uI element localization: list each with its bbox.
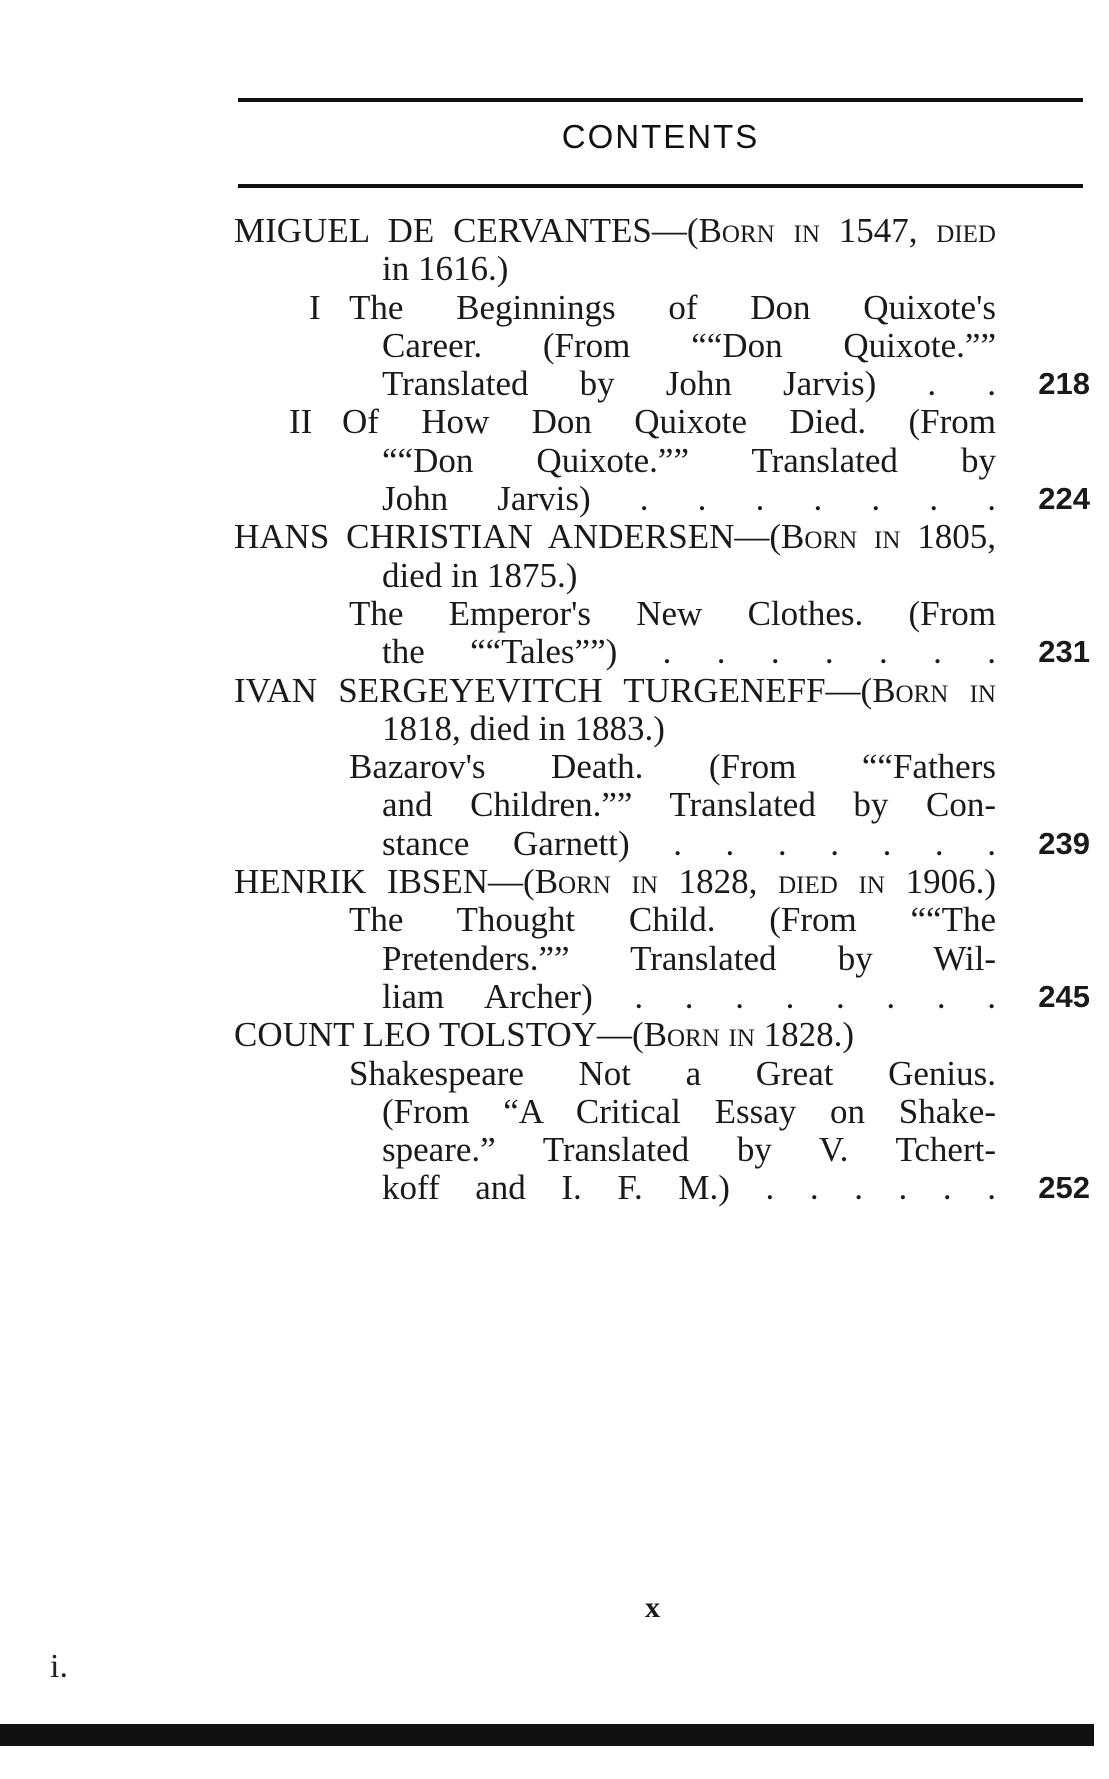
- toc-entry[interactable]: II Of How Don Quixote Died. (From: [289, 402, 996, 442]
- page-number[interactable]: 218: [1038, 366, 1090, 402]
- author-line: 1818, died in 1883.): [382, 708, 665, 748]
- author-line: IVAN SERGEYEVITCH TURGENEFF—(Born in: [234, 670, 996, 710]
- toc-entry[interactable]: Translated by John Jarvis) . . 218: [382, 364, 1090, 404]
- toc-entry[interactable]: The Emperor's New Clothes. (From: [349, 593, 996, 633]
- toc-entry[interactable]: Pretenders.”” Translated by Wil-: [382, 938, 996, 978]
- page-number[interactable]: 252: [1038, 1170, 1090, 1206]
- author-line: HENRIK IBSEN—(Born in 1828, died in 1906.): [234, 862, 996, 902]
- toc-entry[interactable]: John Jarvis) . . . . . . . 224: [382, 479, 1090, 519]
- top-rule: [238, 98, 1083, 102]
- toc-entry[interactable]: The Thought Child. (From ““The: [349, 900, 996, 940]
- heading-rule: [238, 184, 1083, 188]
- toc-entry[interactable]: (From “A Critical Essay on Shake-: [382, 1091, 996, 1131]
- toc-entry[interactable]: Career. (From ““Don Quixote.””: [382, 325, 996, 365]
- toc-entry[interactable]: and Children.”” Translated by Con-: [382, 785, 996, 825]
- page-number[interactable]: 231: [1038, 634, 1090, 670]
- toc-entry[interactable]: the ““Tales””) . . . . . . . 231: [382, 632, 1090, 672]
- author-line: COUNT LEO TOLSTOY—(Born in 1828.): [234, 1015, 855, 1055]
- page-title: CONTENTS: [561, 118, 760, 155]
- author-line: MIGUEL DE CERVANTES—(Born in 1547, died: [234, 211, 996, 250]
- toc-entry[interactable]: koff and I. F. M.) . . . . . . 252: [382, 1168, 1090, 1208]
- toc-entry[interactable]: liam Archer) . . . . . . . . 245: [382, 976, 1090, 1016]
- page-number[interactable]: 245: [1038, 978, 1090, 1014]
- author-line: in 1616.): [382, 249, 509, 289]
- toc-entry[interactable]: I The Beginnings of Don Quixote's: [309, 287, 996, 327]
- folio: x: [645, 1591, 660, 1624]
- page-number[interactable]: 239: [1038, 825, 1090, 861]
- author-line: HANS CHRISTIAN ANDERSEN—(Born in 1805,: [234, 517, 996, 557]
- toc-entry[interactable]: Bazarov's Death. (From ““Fathers: [349, 747, 996, 787]
- table-of-contents: [234, 212, 1090, 1208]
- toc-entry[interactable]: Shakespeare Not a Great Genius.: [349, 1053, 996, 1093]
- toc-entry[interactable]: ““Don Quixote.”” Translated by: [382, 440, 996, 480]
- stray-mark: i.: [50, 1648, 68, 1685]
- author-line: died in 1875.): [382, 555, 578, 595]
- toc-entry[interactable]: speare.” Translated by V. Tchert-: [382, 1130, 996, 1170]
- toc-entry[interactable]: stance Garnett) . . . . . . . 239: [382, 823, 1090, 863]
- bottom-rule: [0, 1724, 1094, 1746]
- page-number[interactable]: 224: [1038, 481, 1090, 517]
